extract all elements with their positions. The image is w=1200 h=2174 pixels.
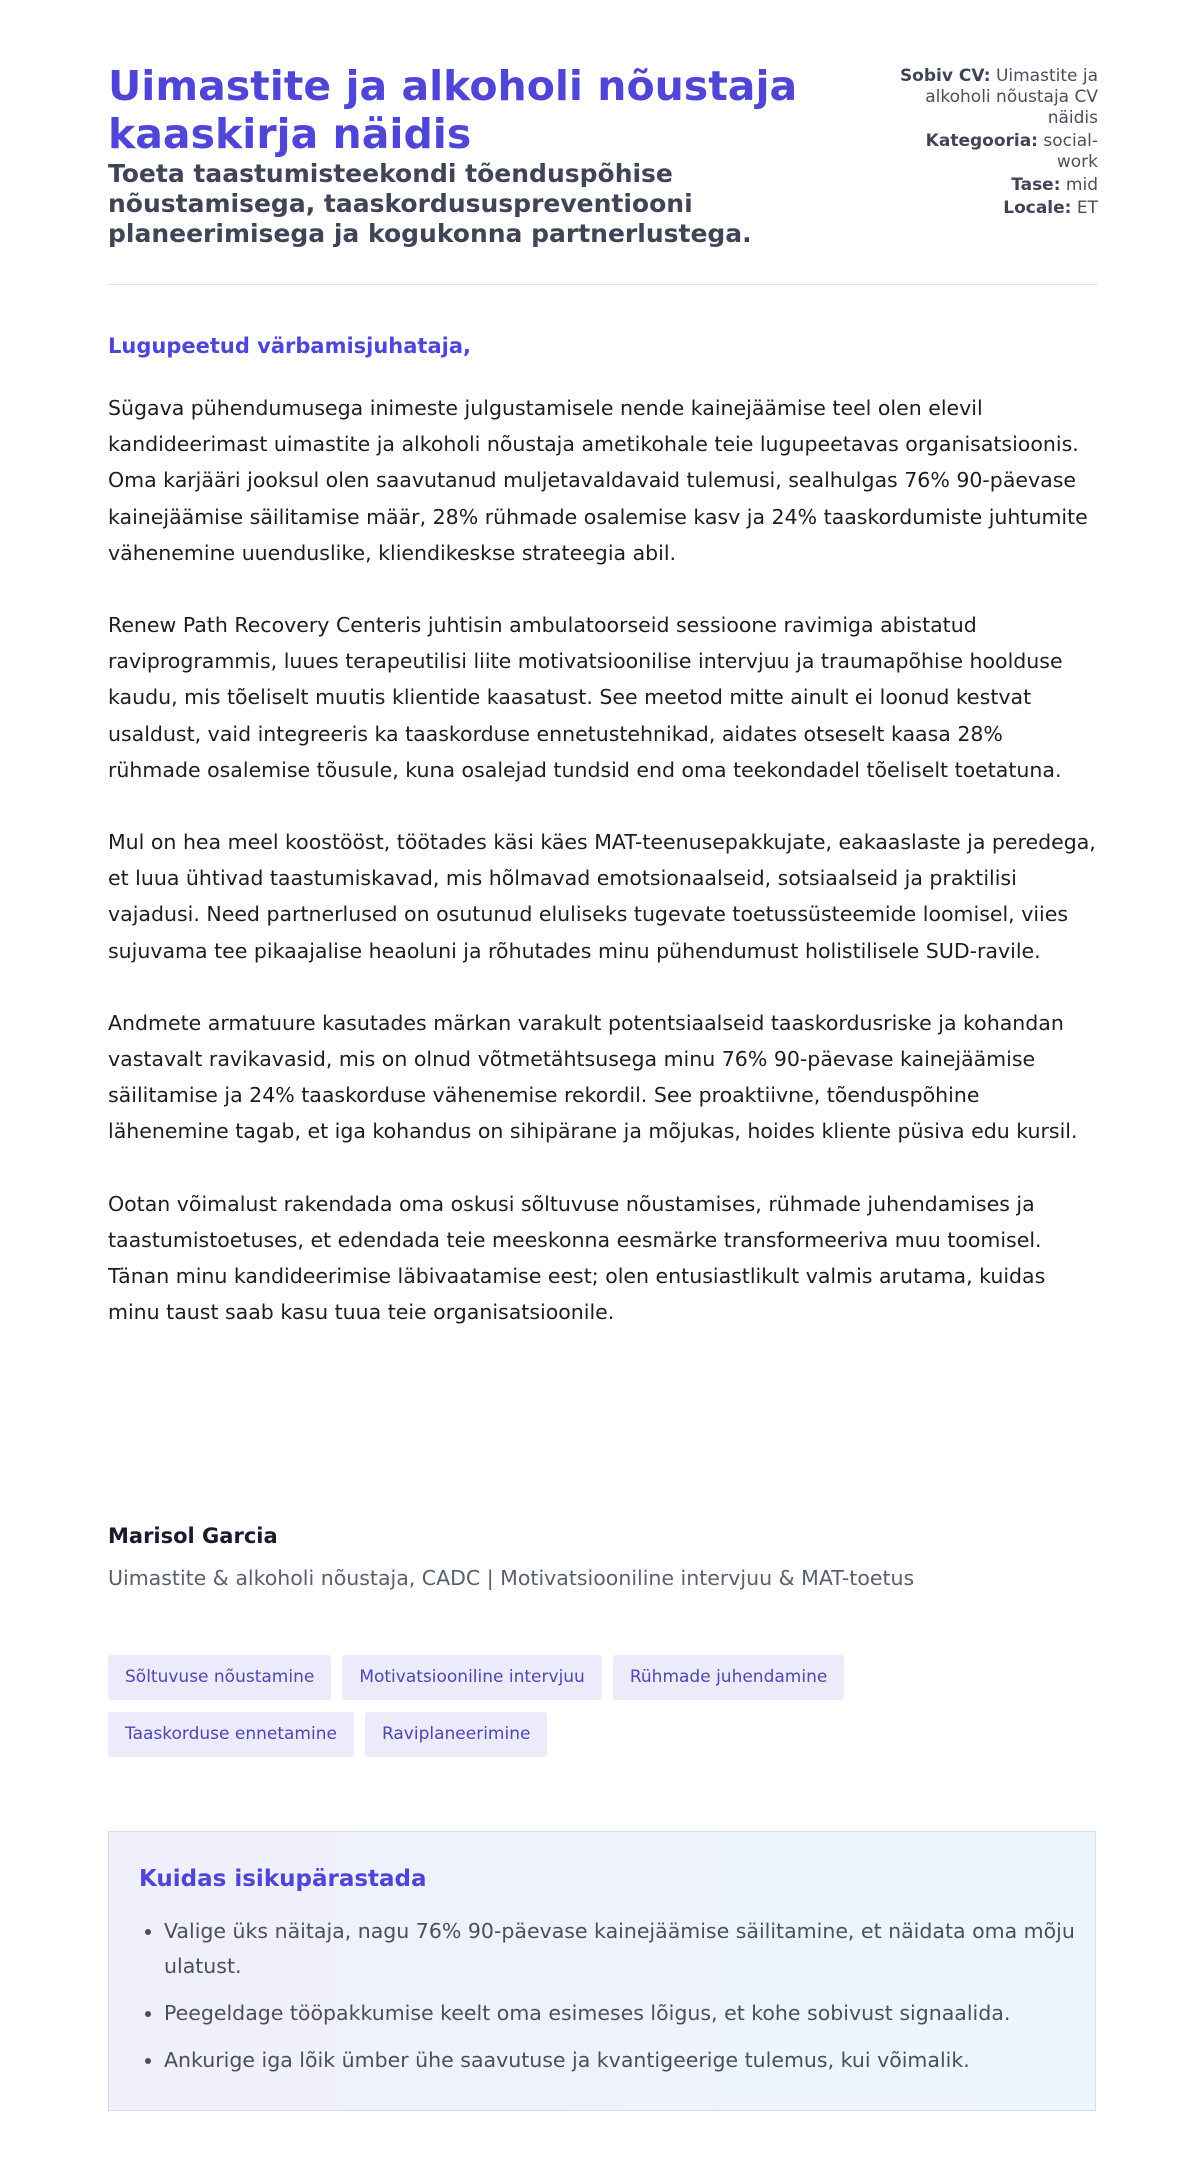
- skill-tag: Taaskorduse ennetamine: [108, 1712, 354, 1757]
- meta-category-key: Kategooria:: [925, 131, 1038, 151]
- meta-panel: [898, 66, 1098, 221]
- tip-item: • Peegeldage tööpakkumise keelt oma esimeses lõigus, et kohe sobivust signaalida.: [164, 1996, 1084, 2031]
- tip-item: • Valige üks näitaja, nagu 76% 90-päevase kainejäämise säilitamine, et näidata oma mõju ulatust.: [164, 1914, 1084, 1984]
- letter-paragraph-5: Ootan võimalust rakendada oma oskusi sõltuvuse nõustamises, rühmade juhendamises ja taastumistoetuses, et edendada teie meeskonna eesmärke transformeeriva muu toomisel. Tänan minu kandideerimise läbivaatamise eest; olen entusiastlikult valmis arutama, kuidas minu taust saab kasu tuua teie organisatsioonile.: [108, 1191, 1046, 1325]
- letter-body: [108, 390, 1100, 1366]
- page-title: Uimastite ja alkoholi nõustaja kaaskirja näidis: [108, 62, 798, 158]
- meta-locale-key: Locale:: [1003, 198, 1072, 218]
- letter-paragraph-2: Renew Path Recovery Centeris juhtisin ambulatoorseid sessioone ravimiga abistatud raviprogrammis, luues terapeutilisi liite motivatsioonilise intervjuu ja traumapõhise hoolduse kaudu, mis tõeliselt muutis klientide kaasatust. See meetod mitte ainult ei loonud kestvat usaldust, vaid integreeris ka taaskorduse ennetustehnikad, aidates otseselt kaasa 28% rühmade osalemise tõusule, kuna osalejad tundsid end oma teekondadel tõeliselt toetatuna.: [108, 613, 1063, 782]
- signature-name: Marisol Garcia: [108, 1524, 278, 1548]
- signature-title: Uimastite & alkoholi nõustaja, CADC | Motivatsiooniline intervjuu & MAT-toetus: [108, 1566, 915, 1590]
- meta-cv-key: Sobiv CV:: [899, 66, 991, 86]
- personalization-tips-box: [108, 1831, 1096, 2111]
- skill-tag: Raviplaneerimine: [365, 1712, 548, 1757]
- skill-tag: Rühmade juhendamine: [613, 1655, 844, 1700]
- meta-level: [898, 175, 1098, 196]
- tips-title: Kuidas isikupärastada: [139, 1866, 427, 1892]
- letter-paragraph-3: Mul on hea meel koostööst, töötades käsi käes MAT-teenusepakkujate, eakaaslaste ja peredega, et luua ühtivad taastumiskavad, mis hõlmavad emotsionaalseid, sotsiaalseid ja praktilisi vajadusi. Need partnerlused on osutunud eluliseks tugevate toetussüsteemide loomisel, viies sujuvama tee pikaajalise heaoluni ja rõhutades minu pühendumust holistilisele SUD-ravile.: [108, 830, 1096, 963]
- tip-item: • Ankurige iga lõik ümber ühe saavutuse ja kvantigeerige tulemus, kui võimalik.: [164, 2043, 1084, 2078]
- skill-tag: Sõltuvuse nõustamine: [108, 1655, 331, 1700]
- meta-category: [898, 131, 1098, 173]
- header-divider: [108, 284, 1098, 285]
- meta-cv-value[interactable]: Uimastite ja alkoholi nõustaja CV näidis: [925, 66, 1098, 128]
- meta-locale: [898, 198, 1098, 219]
- tips-list: [139, 1914, 1084, 2090]
- letter-paragraph-4: Andmete armatuure kasutades märkan varakult potentsiaalseid taaskordusriske ja kohandan vastavalt ravikavasid, mis on olnud võtmetähtsusega minu 76% 90-päevase kainejäämise säilitamise ja 24% taaskorduse vähenemise rekordil. See proaktiivne, tõenduspõhine lähenemine tagab, et iga kohandus on sihipärane ja mõjukas, hoides kliente püsiva edu kursil.: [108, 1010, 1078, 1144]
- meta-cv: [898, 66, 1098, 129]
- meta-level-value: mid: [1065, 175, 1098, 195]
- page-subtitle: Toeta taastumisteekondi tõenduspõhise nõustamisega, taaskordususpreventiooni planeerimisega ja kogukonna partnerlustega.: [108, 159, 752, 248]
- meta-locale-value: ET: [1076, 198, 1098, 218]
- meta-level-key: Tase:: [1011, 175, 1061, 195]
- skill-tag: Motivatsiooniline intervjuu: [342, 1655, 602, 1700]
- letter-salutation: Lugupeetud värbamisjuhataja,: [108, 334, 471, 358]
- meta-category-value: social-work: [1043, 131, 1098, 172]
- letter-paragraph-1: Sügava pühendumusega inimeste julgustamisele nende kainejäämise teel olen elevil kandideerimast uimastite ja alkoholi nõustaja ametikohale teie lugupeetavas organisatsioonis. Oma karjääri jooksul olen saavutanud muljetavaldavaid tulemusi, sealhulgas 76% 90-päevase kainejäämise säilitamise määr, 28% rühmade osalemise kasv ja 24% taaskordumiste juhtumite vähenemine uuenduslike, kliendikeskse strateegia abil.: [108, 396, 1088, 565]
- skill-tags: [108, 1655, 868, 1757]
